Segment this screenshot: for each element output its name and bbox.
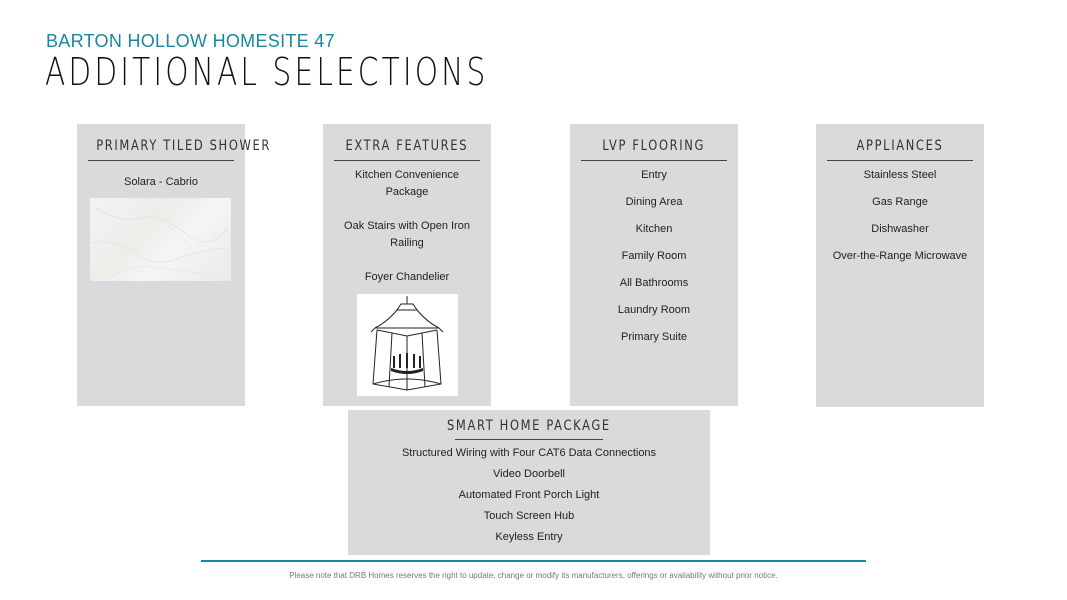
lvp-flooring-panel [570,124,738,406]
extra-features-panel [323,124,491,406]
title-divider [827,160,973,161]
smart-home-item: Keyless Entry [495,531,563,543]
page-title: ADDITIONAL SELECTIONS [45,50,489,94]
tile-swatch-image [90,198,231,281]
footer-disclaimer: Please note that DRB Homes reserves the right to update, change or modify its manufacturers, offerings or availability without prior notice. [289,571,778,580]
smart-home-item: Touch Screen Hub [483,510,575,522]
panel-title: SMART HOME PACKAGE [447,418,611,434]
flooring-item: Primary Suite [620,331,688,343]
appliance-item: Stainless Steel [863,169,937,181]
smart-home-item: Structured Wiring with Four CAT6 Data Connections [401,447,657,459]
page-subtitle: BARTON HOLLOW HOMESITE 47 [46,31,335,51]
feature-item: Kitchen Convenience Package [355,169,459,198]
title-divider [88,160,234,161]
panel-title: LVP FLOORING [602,138,706,154]
flooring-item: All Bathrooms [619,277,689,289]
feature-item: Oak Stairs with Open Iron Railing [344,220,470,249]
panel-title: EXTRA FEATURES [345,138,469,154]
title-divider [581,160,727,161]
flooring-item: Kitchen [635,223,673,235]
panel-title: PRIMARY TILED SHOWER [96,138,272,154]
title-divider [455,439,603,440]
appliances-panel [816,124,984,407]
appliance-item: Over-the-Range Microwave [832,250,968,262]
flooring-item: Family Room [621,250,687,262]
shower-selection: Solara - Cabrio [124,176,198,188]
flooring-item: Dining Area [625,196,683,208]
appliance-item: Gas Range [872,196,928,208]
feature-item: Foyer Chandelier [364,271,450,283]
primary-tiled-shower-panel [77,124,272,406]
flooring-item: Entry [641,169,667,181]
flooring-item: Laundry Room [617,304,691,316]
footer-divider [201,560,866,562]
smart-home-item: Video Doorbell [493,468,565,480]
chandelier-image [357,294,458,396]
title-divider [334,160,480,161]
smart-home-item: Automated Front Porch Light [458,489,600,501]
appliance-item: Dishwasher [871,223,929,235]
smart-home-package-panel [348,410,710,555]
panel-title: APPLIANCES [856,138,944,154]
